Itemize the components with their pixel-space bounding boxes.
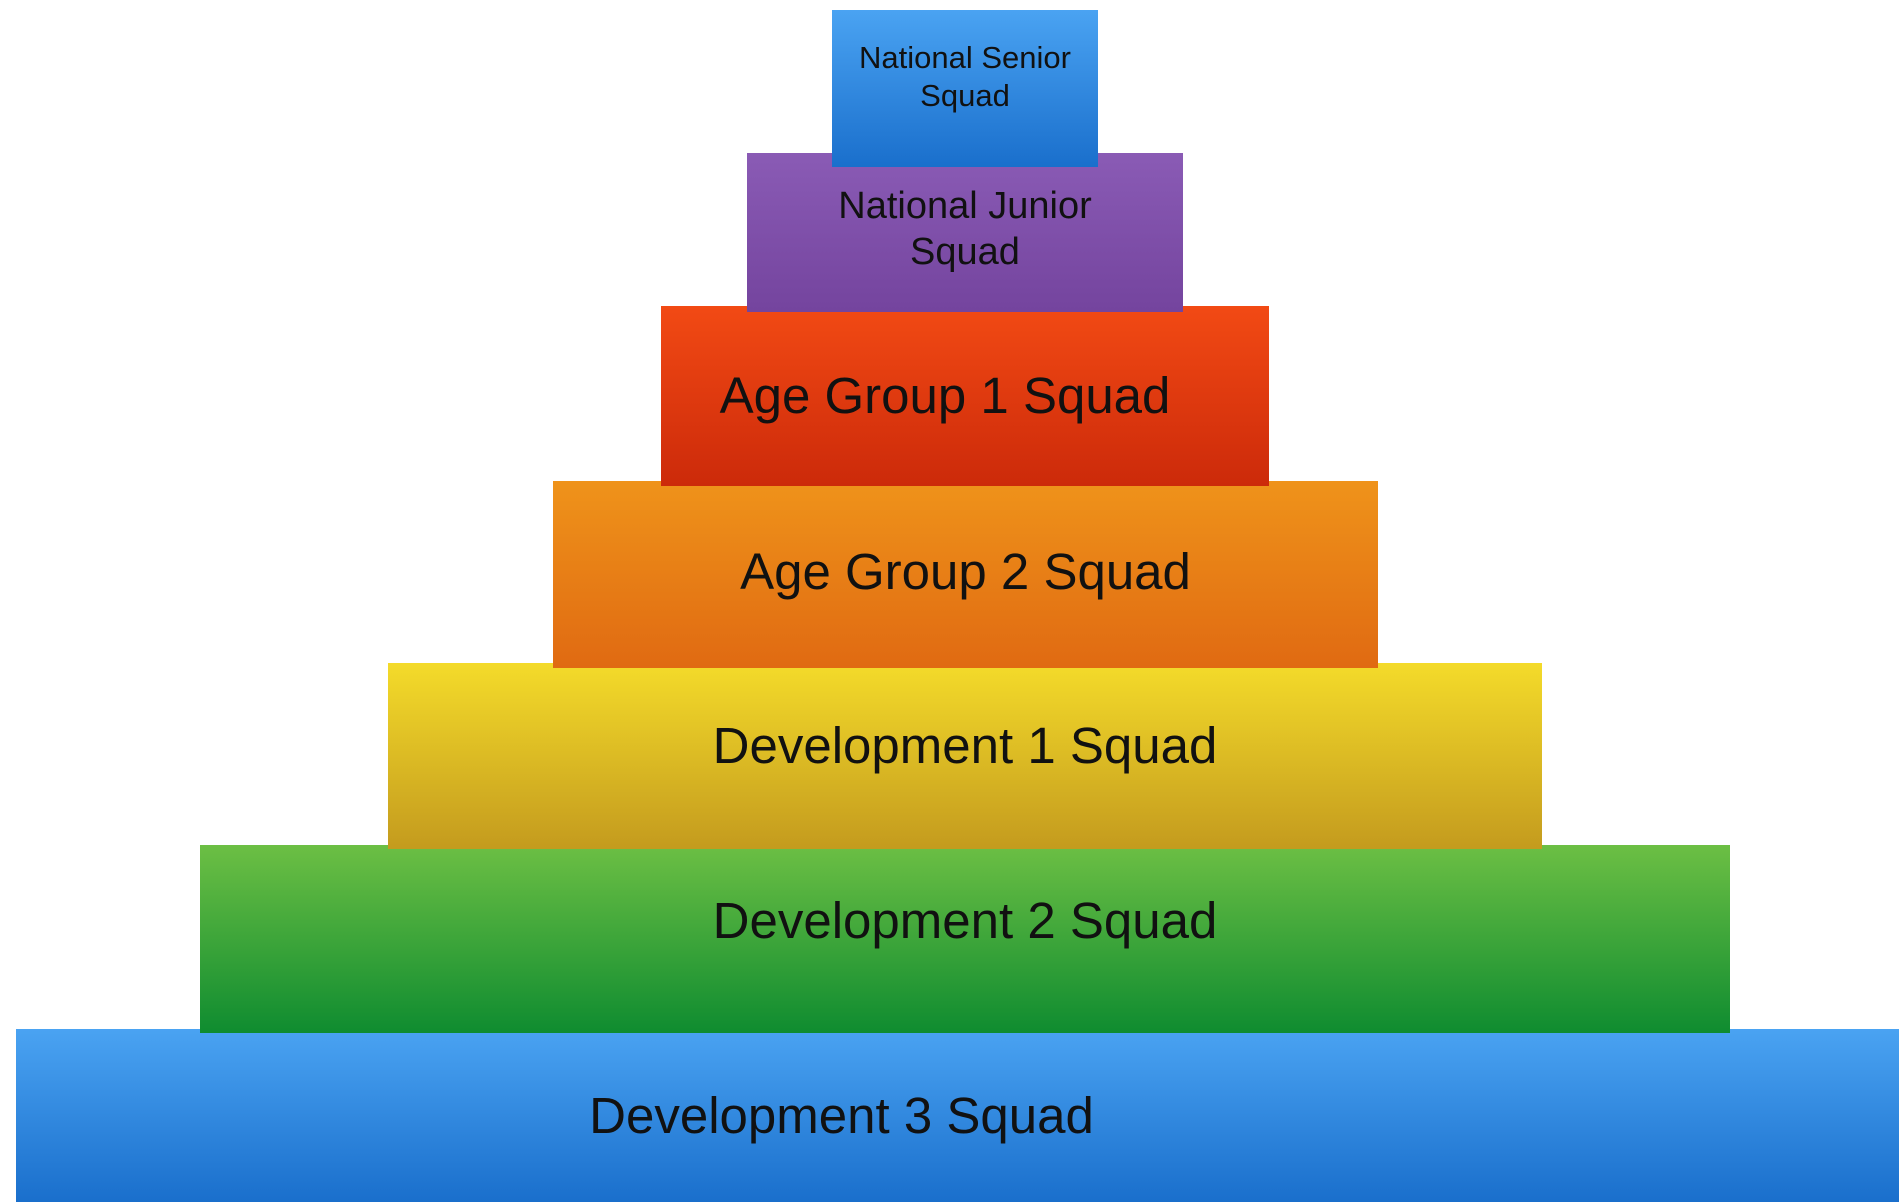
tier-label: Development 1 Squad <box>712 717 1218 775</box>
tier-national-junior-squad <box>747 153 1183 312</box>
tier-age-group-2-squad <box>553 481 1378 668</box>
tier-development-3-squad <box>16 1029 1899 1202</box>
tier-label: Age Group 1 Squad <box>719 367 1171 425</box>
tier-label: Age Group 2 Squad <box>740 542 1191 600</box>
tier-national-senior-squad <box>832 10 1098 167</box>
tier-age-group-1-squad <box>661 306 1269 486</box>
tier-label: Development 2 Squad <box>712 892 1218 950</box>
tier-development-1-squad <box>388 663 1542 849</box>
tier-label: National Junior Squad <box>838 184 1092 273</box>
tier-label: Development 3 Squad <box>589 1086 1094 1144</box>
tier-label: National Senior Squad <box>859 40 1071 113</box>
tier-development-2-squad <box>200 845 1730 1033</box>
